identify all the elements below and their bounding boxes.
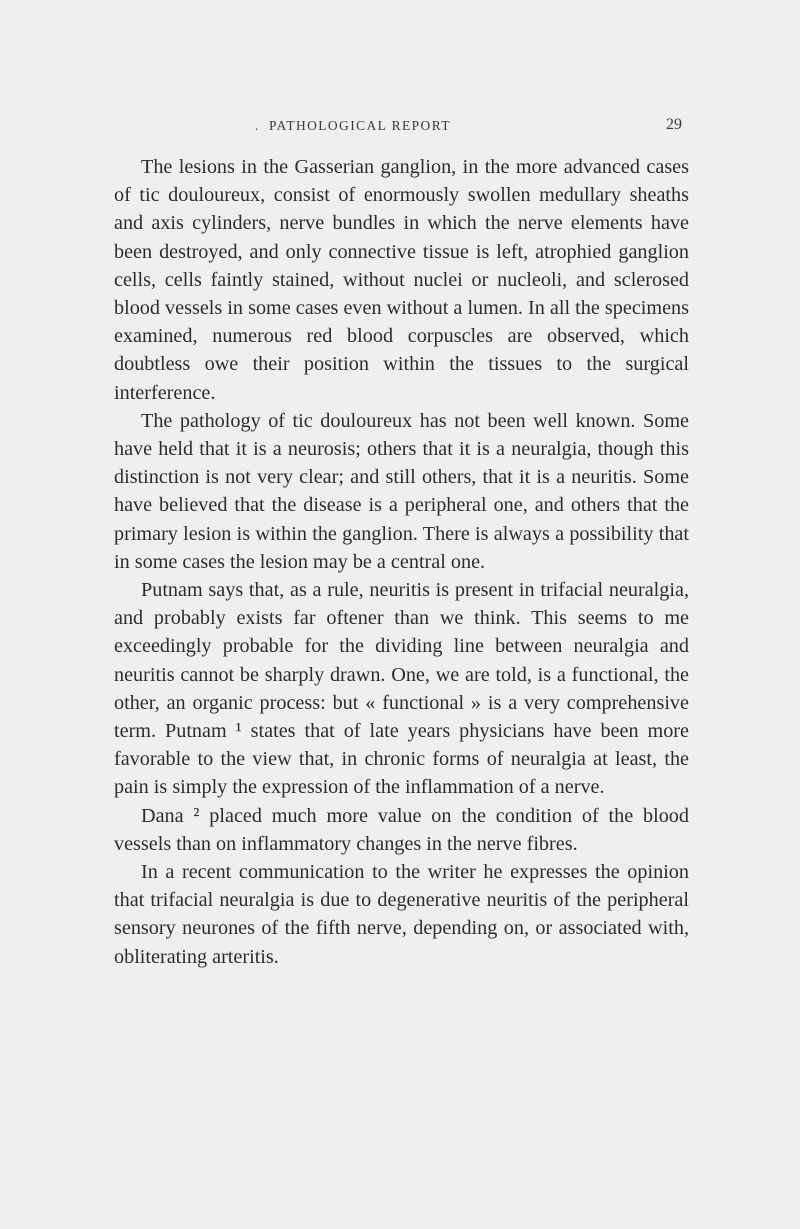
paragraph-putnam: Putnam says that, as a rule, neuritis is present in trifacial neuralgia, and probably exists far oftener than we think. This seems to me exceedingly probable for the dividing line between neuralgia and neuritis cannot be sharply drawn. One, we are told, is a functional, the other, an organic process: but « functional » is a very comprehensive term. Putnam ¹ states that of late years physicians have been more favorable to the view that, in chronic forms of neuralgia at least, the pain is simply the expression of the inflammation of a nerve. <box>114 579 689 799</box>
page-number: 29 <box>666 116 682 133</box>
body-text <box>114 153 689 971</box>
paragraph-gasserian-lesions: The lesions in the Gasserian ganglion, in the more advanced cases of tic douloureux, consist of enormously swollen medullary sheaths and axis cylinders, nerve bundles in which the nerve elements have been destroyed, and only connective tissue is left, atrophied ganglion cells, cells faintly stained, without nuclei or nucleoli, and sclerosed blood vessels in some cases even without a lumen. In all the specimens examined, numerous red blood corpuscles are observed, which doubtless owe their position within the tissues to the surgical interference. <box>114 156 689 404</box>
header-dot: . <box>255 118 259 133</box>
paragraph-pathology: The pathology of tic douloureux has not been well known. Some have held that it is a neurosis; others that it is a neuralgia, though this distinction is not very clear; and still others, that it is a neuritis. Some have believed that the disease is a peripheral one, and others that the primary lesion is within the ganglion. There is always a possibility that in some cases the lesion may be a central one. <box>114 409 689 573</box>
paragraph-dana: Dana ² placed much more value on the condition of the blood vessels than on inflammatory changes in the nerve fibres. <box>114 804 689 855</box>
paragraph-recent-communication: In a recent communication to the writer he expresses the opinion that trifacial neuralgia is due to degenerative neuritis of the peripheral sensory neurones of the fifth nerve, depending on, or associated with, obliterating arteritis. <box>114 861 689 968</box>
running-title: PATHOLOGICAL REPORT <box>269 118 451 133</box>
running-head <box>0 118 800 138</box>
